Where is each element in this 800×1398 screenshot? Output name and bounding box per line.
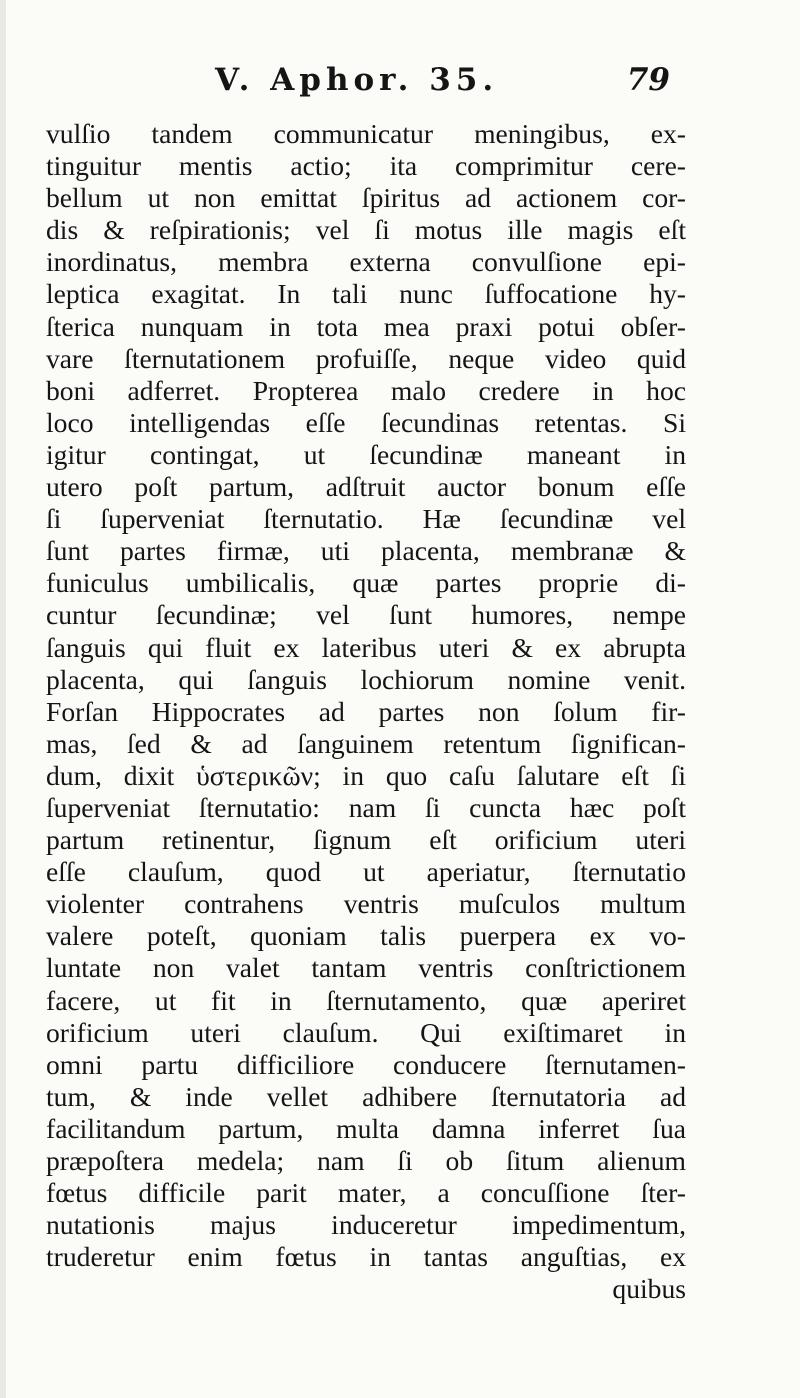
catchword: quibus <box>612 1273 686 1305</box>
text-line: igitur contingat, ut ſecundinæ maneant in <box>46 438 686 470</box>
running-title: V. Aphor. 35. <box>215 62 499 98</box>
page-number: 79 <box>626 62 670 98</box>
text-line: dis & reſpirationis; vel ſi motus ille magis eſt <box>46 214 686 246</box>
text-line: cuntur ſecundinæ; vel ſunt humores, nempe <box>46 599 686 631</box>
text-line: præpoſtera medela; nam ſi ob ſitum alienum <box>46 1145 686 1176</box>
text-line: dum, dixit ὑστερικῶν; in quo caſu ſalutare eſt ſi <box>46 759 686 791</box>
text-line: bellum ut non emittat ſpiritus ad actionem cor- <box>46 182 686 214</box>
text-line: ſanguis qui fluit ex lateribus uteri & ex abrupta <box>46 631 686 663</box>
text-line: loco intelligendas eſſe ſecundinas retentas. Si <box>46 406 686 438</box>
text-line: tinguitur mentis actio; ita comprimitur cere- <box>46 150 686 182</box>
text-line: mas, ſed & ad ſanguinem retentum ſignifican- <box>46 727 686 759</box>
text-line: valere poteſt, quoniam talis puerpera ex vo- <box>46 920 686 952</box>
text-line: violenter contrahens ventris muſculos multum <box>46 888 686 920</box>
text-line: inordinatus, membra externa convulſione epi- <box>46 246 686 278</box>
text-line: tum, & inde vellet adhibere ſternutatoria ad <box>46 1080 686 1112</box>
text-line: vulſio tandem communicatur meningibus, ex- <box>46 118 686 149</box>
text-line: facilitandum partum, multa damna inferret ſua <box>46 1112 686 1144</box>
text-line: utero poſt partum, adſtruit auctor bonum eſſe <box>46 471 686 503</box>
text-line: facere, ut fit in ſternutamento, quæ aperiret <box>46 984 686 1016</box>
text-line: vare ſternutationem profuiſſe, neque video quid <box>46 342 686 374</box>
text-line: nutationis majus induceretur impedimentum, <box>46 1209 686 1241</box>
text-line: fœtus difficile parit mater, a concuſſione ſter- <box>46 1177 686 1209</box>
text-line: leptica exagitat. In tali nunc ſuffocatione hy- <box>46 278 686 310</box>
text-line: omni partu difficiliore conducere ſternutamen- <box>46 1048 686 1080</box>
text-line: orificium uteri clauſum. Qui exiſtimaret in <box>46 1016 686 1048</box>
text-line: truderetur enim fœtus in tantas anguſtias, ex <box>46 1241 686 1273</box>
text-line: luntate non valet tantam ventris conſtrictionem <box>46 952 686 984</box>
text-line: ſuperveniat ſternutatio: nam ſi cuncta hæc poſt <box>46 791 686 823</box>
text-line: ſterica nunquam in tota mea praxi potui obſer- <box>46 310 686 342</box>
running-head <box>0 62 800 112</box>
text-body <box>46 118 686 1305</box>
text-line: funiculus umbilicalis, quæ partes proprie di- <box>46 567 686 599</box>
text-line: partum retinentur, ſignum eſt orificium uteri <box>46 824 686 856</box>
text-line: boni adferret. Propterea malo credere in hoc <box>46 374 686 406</box>
text-line: ſunt partes firmæ, uti placenta, membranæ & <box>46 535 686 567</box>
text-line: Forſan Hippocrates ad partes non ſolum fir- <box>46 695 686 727</box>
text-line: placenta, qui ſanguis lochiorum nomine venit. <box>46 663 686 695</box>
text-line: ſi ſuperveniat ſternutatio. Hæ ſecundinæ vel <box>46 503 686 535</box>
text-line: eſſe clauſum, quod ut aperiatur, ſternutatio <box>46 856 686 888</box>
